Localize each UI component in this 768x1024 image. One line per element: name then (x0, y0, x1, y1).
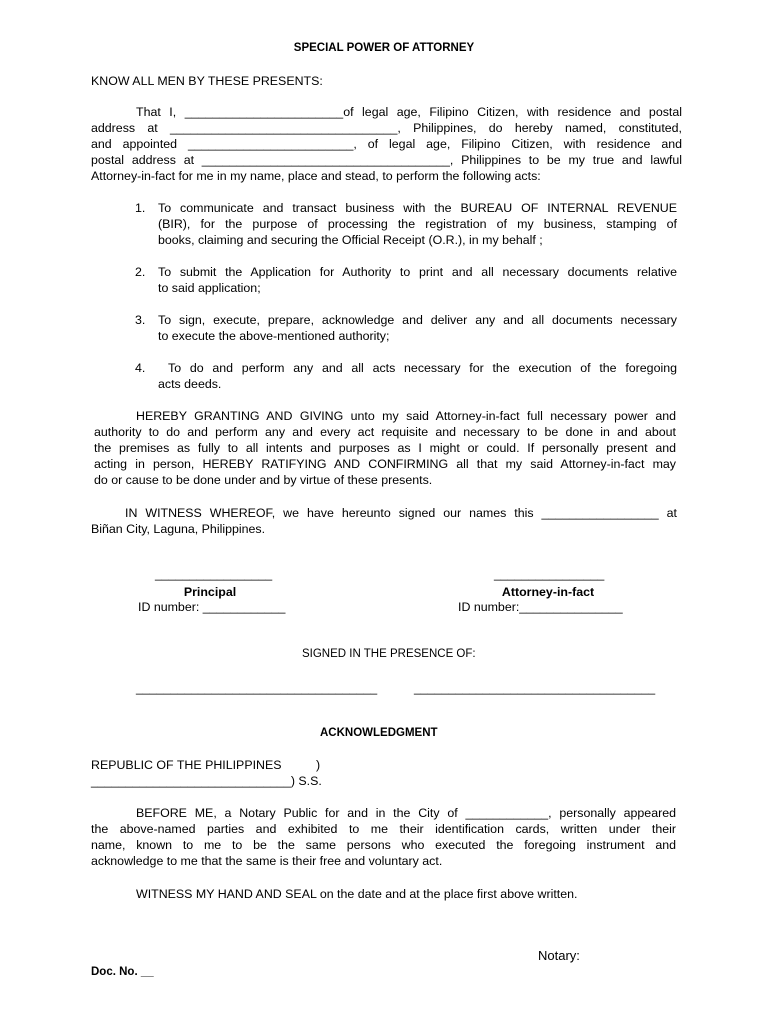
act-number: 1. (135, 201, 146, 215)
know-all-heading: KNOW ALL MEN BY THESE PRESENTS: (91, 74, 323, 88)
attorney-id-number: ID number:_______________ (458, 600, 623, 614)
witness-signature-line-1: ___________________________________ (136, 681, 378, 695)
act-line: (BIR), for the purpose of processing the registration of my business, stamping of (158, 217, 677, 231)
act-line: To communicate and transact business with the BUREAU OF INTERNAL REVENUE (158, 201, 677, 215)
act-line: To submit the Application for Authority to print and all necessary documents relative (158, 265, 677, 279)
witness-line: IN WITNESS WHEREOF, we have hereunto signed our names this _________________ at (125, 506, 677, 520)
witness-hand-seal: WITNESS MY HAND AND SEAL on the date and at the place first above written. (136, 887, 578, 901)
intro-line: and appointed ________________________, of legal age, Filipino Citizen, with residence and (91, 137, 682, 151)
granting-line: the premises as fully to all intents and purposes as I might or could. If personally present and (94, 441, 676, 455)
granting-line: acting in person, HEREBY RATIFYING AND CONFIRMING all that my said Attorney-in-fact may (94, 457, 676, 471)
granting-line: do or cause to be done under and by virtue of these presents. (94, 473, 433, 487)
attorney-label: Attorney-in-fact (501, 585, 595, 599)
intro-line: Attorney-in-fact for me in my name, place and stead, to perform the following acts: (91, 169, 541, 183)
before-me-line: name, known to me to be the same persons who executed the foregoing instrument and (91, 838, 676, 852)
principal-label: Principal (183, 585, 237, 599)
witness-signature-line-2: ___________________________________ (414, 681, 656, 695)
principal-id-number: ID number: ____________ (138, 600, 286, 614)
act-number: 4. (135, 361, 146, 375)
act-line: acts deeds. (158, 377, 222, 391)
act-line: to execute the above-mentioned authority; (158, 329, 390, 343)
principal-signature-line: _________________ (155, 567, 273, 581)
act-line: books, claiming and securing the Official Receipt (O.R.), in my behalf ; (158, 233, 543, 247)
signed-presence-heading: SIGNED IN THE PRESENCE OF: (302, 648, 476, 660)
act-number: 3. (135, 313, 146, 327)
intro-line: address at _________________________________, Philippines, do hereby named, constituted, (91, 121, 682, 135)
intro-line: postal address at ____________________________________, Philippines to be my true and lawful (91, 153, 682, 167)
document-title: SPECIAL POWER OF ATTORNEY (293, 42, 475, 54)
granting-line: HEREBY GRANTING AND GIVING unto my said Attorney-in-fact full necessary power and (136, 409, 676, 423)
witness-line: Biñan City, Laguna, Philippines. (91, 522, 266, 536)
before-me-line: acknowledge to me that the same is their free and voluntary act. (91, 854, 443, 868)
doc-number: Doc. No. __ (91, 966, 154, 978)
intro-line: That I, _______________________of legal age, Filipino Citizen, with residence and postal (136, 105, 682, 119)
republic-paren: ) (316, 758, 321, 772)
act-line: to said application; (158, 281, 261, 295)
notary-label: Notary: (538, 948, 580, 963)
ss-line: _____________________________) S.S. (91, 774, 322, 788)
granting-line: authority to do and perform any and every act requisite and necessary to be done in and about (94, 425, 676, 439)
acknowledgment-title: ACKNOWLEDGMENT (320, 727, 438, 739)
before-me-line: the above-named parties and exhibited to me their identification cards, written under their (91, 822, 676, 836)
act-line: To do and perform any and all acts necessary for the execution of the foregoing (168, 361, 677, 375)
attorney-signature-line: ________________ (494, 567, 605, 581)
act-line: To sign, execute, prepare, acknowledge and deliver any and all documents necessary (158, 313, 677, 327)
before-me-line: BEFORE ME, a Notary Public for and in the City of ____________, personally appeared (136, 806, 676, 820)
republic-heading: REPUBLIC OF THE PHILIPPINES (91, 758, 282, 772)
act-number: 2. (135, 265, 146, 279)
